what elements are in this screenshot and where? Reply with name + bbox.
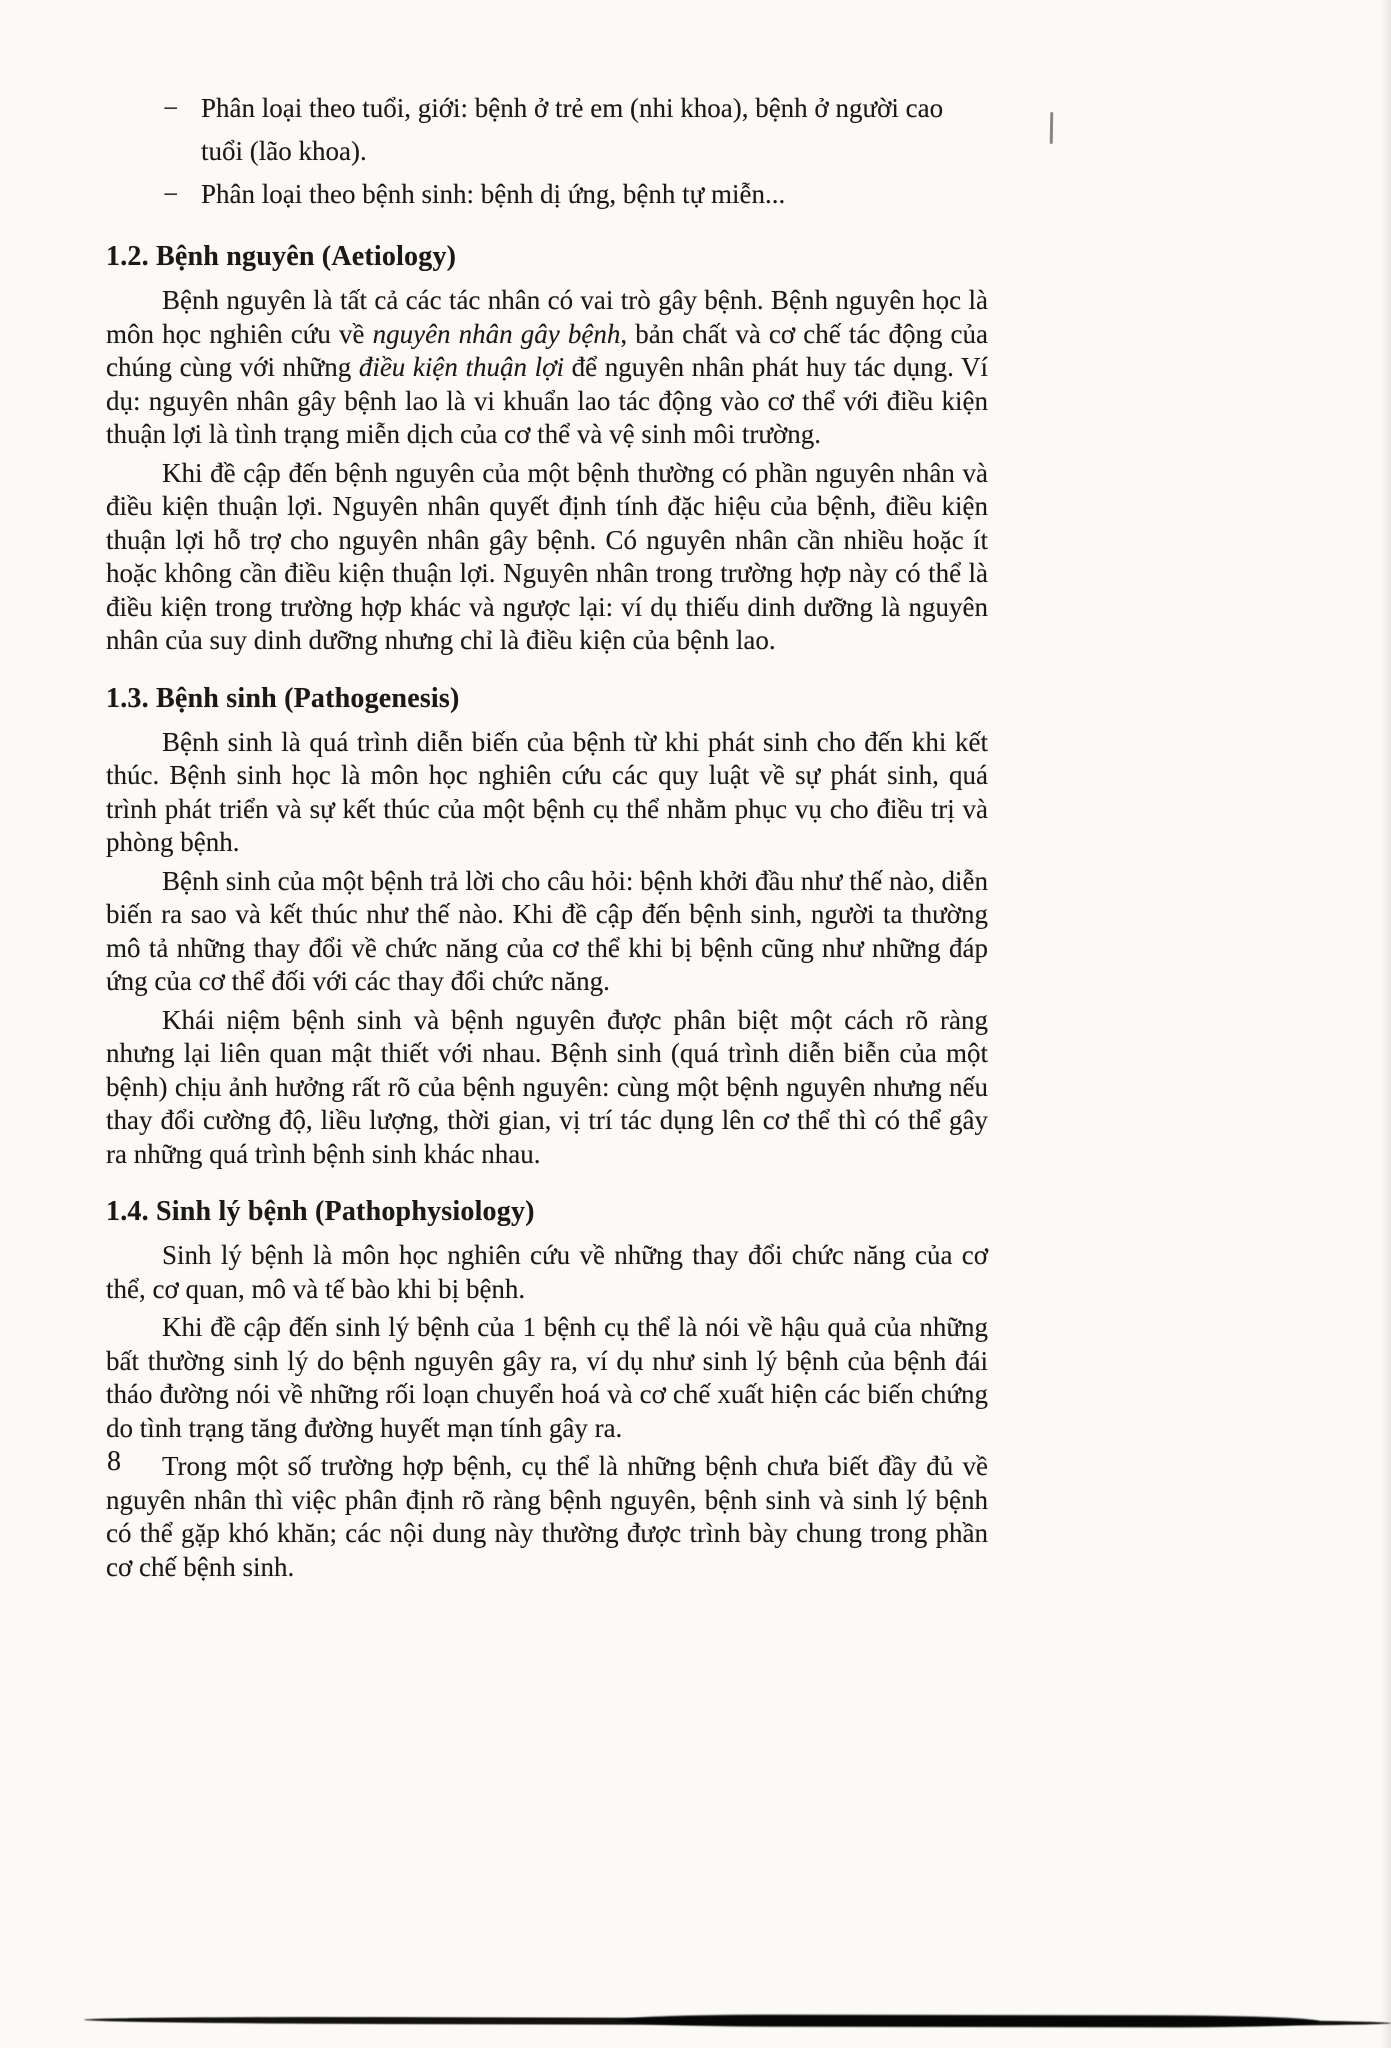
paragraph: Bệnh sinh của một bệnh trả lời cho câu hỏi: bệnh khởi đầu như thế nào, diễn biến ra sao và kết thúc như thế nào. Khi đề cập đến bệnh sinh, người ta thường mô tả những thay đổi về chức năng của cơ thể khi bị bệnh cũng như những đáp ứng của cơ thể đối với các thay đổi chức năng. [106, 865, 988, 996]
paragraph-text: Bệnh nguyên là tất cả các tác nhân có vai trò gây bệnh. Bệnh nguyên học là môn học nghiên cứu về [106, 285, 988, 349]
paragraph: Khái niệm bệnh sinh và bệnh nguyên được phân biệt một cách rõ ràng nhưng lại liên quan mật thiết với nhau. Bệnh sinh (quá trình diễn biễn của một bệnh) chịu ảnh hưởng rất rõ của bệnh nguyên: cùng một bệnh nguyên nhưng nếu thay đổi cường độ, liều lượng, thời gian, vị trí tác dụng lên cơ thể thì có thể gây ra những quá trình bệnh sinh khác nhau. [106, 1004, 988, 1169]
italic-term: điều kiện thuận lợi [358, 352, 564, 382]
paragraph: Khi đề cập đến sinh lý bệnh của 1 bệnh cụ thể là nói về hậu quả của những bất thường sinh lý do bệnh nguyên gây ra, ví dụ như sinh lý bệnh của bệnh đái tháo đường nói về những rối loạn chuyển hoá và cơ chế xuất hiện các biến chứng do tình trạng tăng đường huyết mạn tính gây ra. [106, 1312, 988, 1443]
scan-edge-bottom-shadow [620, 2014, 1320, 2027]
list-item-text: Phân loại theo tuổi, giới: bệnh ở trẻ em (nhi khoa), bệnh ở người cao tuổi (lão khoa). [201, 93, 944, 166]
dash-bullet: − [163, 179, 179, 209]
paragraph: Khi đề cập đến bệnh nguyên của một bệnh thường có phần nguyên nhân và điều kiện thuận lợi. Nguyên nhân quyết định tính đặc hiệu của bệnh, điều kiện thuận lợi hỗ trợ cho nguyên nhân gây bệnh. Có nguyên nhân cần nhiều hoặc ít hoặc không cần điều kiện thuận lợi. Nguyên nhân trong trường hợp này có thể là điều kiện trong trường hợp khác và ngược lại: ví dụ thiếu dinh dưỡng là nguyên nhân của suy dinh dưỡng nhưng chỉ là điều kiện của bệnh lao. [106, 457, 988, 655]
section-heading-pathophysiology: 1.4. Sinh lý bệnh (Pathophysiology) [106, 1196, 535, 1227]
classification-list [106, 87, 988, 216]
page-content [106, 87, 988, 1584]
paragraph-text: để nguyên nhân phát huy tác dụng. Ví dụ: nguyên nhân gây bệnh lao là vi khuẩn lao tác động vào cơ thể với điều kiện thuận lợi là tình trạng miễn dịch của cơ thể và vệ sinh môi trường. [106, 352, 989, 449]
scan-edge-right [1381, 0, 1391, 2048]
paragraph-text: , bản chất và cơ chế tác động của chúng cùng với những [106, 318, 989, 382]
paragraph [106, 284, 988, 452]
paragraph: Bệnh sinh là quá trình diễn biến của bệnh từ khi phát sinh cho đến khi kết thúc. Bệnh sinh học là môn học nghiên cứu các quy luật về sự phát sinh, quá trình phát triển và sự kết thúc của một bệnh cụ thể nhằm phục vụ cho điều trị và phòng bệnh. [106, 726, 988, 857]
list-item [106, 173, 988, 216]
page-number: 8 [107, 1446, 121, 1477]
paragraph: Trong một số trường hợp bệnh, cụ thể là những bệnh chưa biết đầy đủ về nguyên nhân thì việc phân định rõ ràng bệnh nguyên, bệnh sinh và sinh lý bệnh có thể gặp khó khăn; các nội dung này thường được trình bày chung trong phần cơ chế bệnh sinh. [106, 1451, 988, 1582]
list-item [106, 87, 988, 173]
list-item-text: Phân loại theo bệnh sinh: bệnh dị ứng, bệnh tự miễn... [201, 179, 786, 209]
italic-term: nguyên nhân gây bệnh [372, 318, 621, 349]
section-heading-pathogenesis: 1.3. Bệnh sinh (Pathogenesis) [106, 682, 460, 714]
dash-bullet: − [163, 93, 179, 123]
paragraph: Sinh lý bệnh là môn học nghiên cứu về những thay đổi chức năng của cơ thể, cơ quan, mô và tế bào khi bị bệnh. [106, 1240, 988, 1304]
section-heading-aetiology: 1.2. Bệnh nguyên (Aetiology) [106, 241, 457, 272]
scan-mark-topright [1050, 112, 1054, 144]
